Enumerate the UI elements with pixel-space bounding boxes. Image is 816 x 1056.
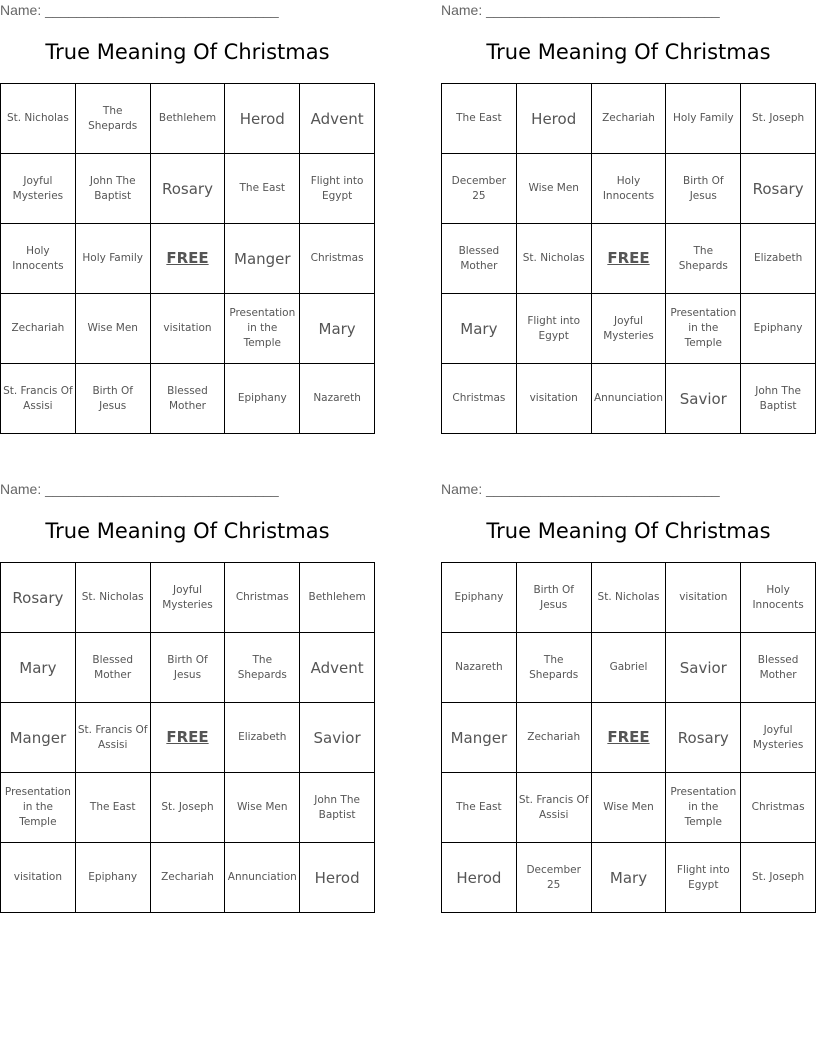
bingo-cell: St. Francis Of Assisi [1,364,76,434]
bingo-cell: December 25 [442,154,517,224]
bingo-cell: Manger [442,703,517,773]
bingo-cell: Christmas [741,773,816,843]
bingo-cell: St. Nicholas [592,563,667,633]
card-title: True Meaning Of Christmas [486,519,771,543]
bingo-cell: Holy Innocents [741,563,816,633]
bingo-cell: Mary [592,843,667,913]
bingo-cell: Birth Of Jesus [76,364,151,434]
bingo-cell: Annunciation [225,843,300,913]
bingo-cell: Nazareth [300,364,375,434]
bingo-cell: Epiphany [442,563,517,633]
bingo-cell: Zechariah [517,703,592,773]
bingo-cell: Holy Family [76,224,151,294]
bingo-cell: The East [76,773,151,843]
bingo-cell: Elizabeth [225,703,300,773]
bingo-grid [441,562,816,913]
bingo-card-4 [441,479,816,919]
bingo-cell: Manger [225,224,300,294]
bingo-cell: St. Joseph [741,843,816,913]
bingo-cell: Bethlehem [151,84,226,154]
bingo-cell: Elizabeth [741,224,816,294]
bingo-cell: Rosary [151,154,226,224]
bingo-cell: Wise Men [517,154,592,224]
bingo-cell: Rosary [1,563,76,633]
bingo-cell: Blessed Mother [741,633,816,703]
bingo-card-2 [441,0,816,440]
bingo-cell: Christmas [442,364,517,434]
bingo-cell: Savior [666,364,741,434]
bingo-cell: The East [442,773,517,843]
bingo-cell: Annunciation [592,364,667,434]
bingo-cell: Nazareth [442,633,517,703]
bingo-cell: St. Francis Of Assisi [76,703,151,773]
bingo-cell: visitation [151,294,226,364]
bingo-cell: Rosary [666,703,741,773]
bingo-cell: Holy Innocents [592,154,667,224]
free-space-cell: FREE [592,224,667,294]
bingo-cell: Blessed Mother [76,633,151,703]
bingo-cell: Herod [300,843,375,913]
bingo-grid [441,83,816,434]
bingo-cell: The Shepards [517,633,592,703]
bingo-cell: St. Nicholas [517,224,592,294]
bingo-cell: Bethlehem [300,563,375,633]
bingo-cell: Zechariah [1,294,76,364]
bingo-cell: John The Baptist [76,154,151,224]
bingo-cell: Manger [1,703,76,773]
bingo-cell: Mary [442,294,517,364]
bingo-cell: Advent [300,84,375,154]
free-space-cell: FREE [151,224,226,294]
bingo-cell: St. Nicholas [1,84,76,154]
bingo-cell: Herod [517,84,592,154]
bingo-cell: Gabriel [592,633,667,703]
name-line: Name: ______________________________ [0,481,279,497]
bingo-cell: Mary [300,294,375,364]
bingo-cell: Birth Of Jesus [517,563,592,633]
bingo-cell: Birth Of Jesus [151,633,226,703]
card-title: True Meaning Of Christmas [486,40,771,64]
bingo-cell: St. Joseph [741,84,816,154]
bingo-cell: St. Francis Of Assisi [517,773,592,843]
bingo-cell: Holy Innocents [1,224,76,294]
bingo-cell: Joyful Mysteries [151,563,226,633]
bingo-cell: Savior [666,633,741,703]
bingo-cell: Birth Of Jesus [666,154,741,224]
name-line: Name: ______________________________ [0,2,279,18]
bingo-cell: St. Joseph [151,773,226,843]
bingo-cell: Christmas [300,224,375,294]
bingo-cell: Joyful Mysteries [1,154,76,224]
bingo-cell: Blessed Mother [442,224,517,294]
card-title: True Meaning Of Christmas [45,40,330,64]
bingo-cell: Presentation in the Temple [225,294,300,364]
bingo-cell: The Shepards [225,633,300,703]
bingo-cell: The Shepards [666,224,741,294]
bingo-cell: Epiphany [741,294,816,364]
bingo-cell: Wise Men [225,773,300,843]
bingo-cell: Epiphany [225,364,300,434]
bingo-cell: Savior [300,703,375,773]
bingo-cell: Herod [442,843,517,913]
bingo-cell: Presentation in the Temple [666,294,741,364]
bingo-card-1 [0,0,375,440]
card-title: True Meaning Of Christmas [45,519,330,543]
bingo-cell: Christmas [225,563,300,633]
bingo-cell: John The Baptist [300,773,375,843]
bingo-card-3 [0,479,375,919]
bingo-cell: Presentation in the Temple [666,773,741,843]
bingo-grid [0,562,375,913]
bingo-cell: Wise Men [592,773,667,843]
bingo-cell: Presentation in the Temple [1,773,76,843]
bingo-cell: visitation [666,563,741,633]
bingo-cell: Joyful Mysteries [741,703,816,773]
free-space-cell: FREE [151,703,226,773]
bingo-cell: Flight into Egypt [300,154,375,224]
bingo-cell: Wise Men [76,294,151,364]
bingo-cell: St. Nicholas [76,563,151,633]
bingo-cell: Blessed Mother [151,364,226,434]
bingo-cell: Flight into Egypt [666,843,741,913]
bingo-cell: Zechariah [151,843,226,913]
bingo-cell: The Shepards [76,84,151,154]
bingo-cell: December 25 [517,843,592,913]
bingo-cell: Holy Family [666,84,741,154]
free-space-cell: FREE [592,703,667,773]
bingo-cell: The East [442,84,517,154]
bingo-cell: Zechariah [592,84,667,154]
bingo-cell: Herod [225,84,300,154]
bingo-cell: visitation [1,843,76,913]
bingo-cell: Flight into Egypt [517,294,592,364]
name-line: Name: ______________________________ [441,481,720,497]
bingo-cell: The East [225,154,300,224]
bingo-cell: visitation [517,364,592,434]
bingo-cell: Rosary [741,154,816,224]
bingo-cell: Joyful Mysteries [592,294,667,364]
name-line: Name: ______________________________ [441,2,720,18]
bingo-grid [0,83,375,434]
bingo-cell: Advent [300,633,375,703]
bingo-cell: John The Baptist [741,364,816,434]
bingo-cell: Mary [1,633,76,703]
bingo-cell: Epiphany [76,843,151,913]
